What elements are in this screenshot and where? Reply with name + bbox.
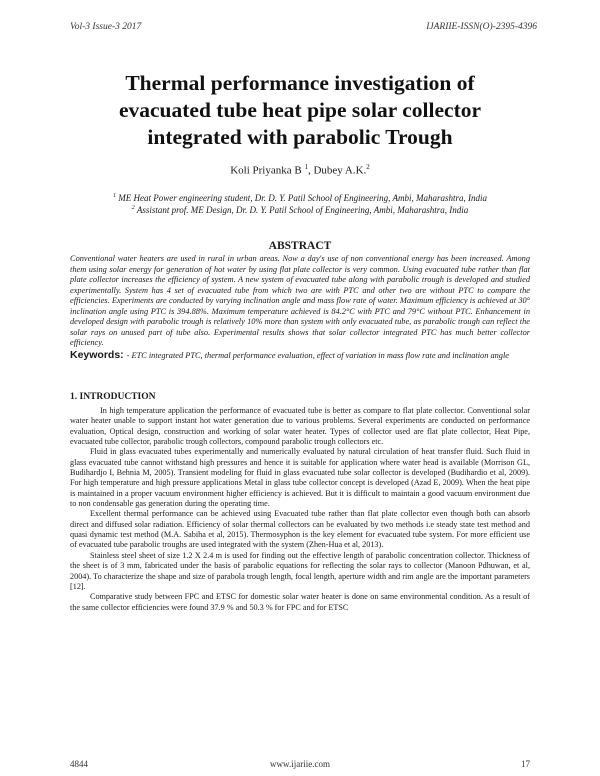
- body-paragraph: Stainless steel sheet of size 1.2 X 2.4 m is used for finding out the effective length of parabolic concentration collector. Thickness of the sheet is of 3 mm, fabricated under the basis of parabolic equations for reflecting the solar rays to collector (Manoon Pdhuwan, et al, 2004). To characterize the shape and size of parabola trough length, focal length, aperture width and rim angle are the important parameters [12].: [70, 550, 530, 591]
- journal-issn-header: IJARIIE-ISSN(O)-2395-4396: [426, 22, 537, 32]
- affiliation-text: ME Heat Power engineering student, Dr. D. Y. Patil School of Engineering, Ambi, Maharashtra, India: [116, 193, 487, 203]
- affiliation-marker: 2: [131, 205, 135, 211]
- affiliation-text: Assistant prof. ME Design, Dr. D. Y. Patil School of Engineering, Ambi, Maharashtra, India: [134, 205, 469, 215]
- body-paragraph: Fluid in glass evacuated tubes experimentally and numerically evaluated by natural circulation of heat transfer fluid. Such fluid in glass evacuated tube cannot withstand high pressures and hence it is suitable for application where water head is available (Morrison GL, Budihardjo I, Behnia M, 2005). Transient modeling for fluid in glass evacuated tube solar collector is developed (Budihardio et al, 2009). For high temperature and high pressure applications Metal in glass tube collector concept is developed (Azad E, 2009). When the heat pipe is maintained in a proper vacuum environment higher efficiency is achieved. But it is difficult to maintain a good vacuum environment due to non condensable gas generation during the operating time.: [70, 447, 530, 509]
- title-line: evacuated tube heat pipe solar collector: [118, 98, 482, 122]
- body-paragraph: In high temperature application the performance of evacuated tube is better as compare to flat plate collector. Conventional solar water heater unable to support instant hot water generation due to various problems. Several experiments are conducted on performance evaluation, Optical design, construction and working of solar water heater. Types of collector used are flat plate collector, Heat Pipe, evacuated tube collector, parabolic trough collectors, compound parabolic trough collectors etc.: [70, 406, 530, 447]
- section-heading: 1. INTRODUCTION: [70, 392, 156, 402]
- author-name: Dubey A.K.: [313, 164, 367, 177]
- author-list: [0, 163, 600, 177]
- journal-website-footer: www.ijariie.com: [270, 759, 330, 769]
- body-paragraph: Comparative study between FPC and ETSC for domestic solar water heater is done on same environmental condition. As a result of the same collector efficiencies were found 37.9 % and 50.3 % for FPC and for ETSC: [70, 592, 530, 612]
- author-separator: ,: [307, 164, 314, 177]
- keywords-block: [70, 350, 530, 361]
- abstract-heading: ABSTRACT: [268, 240, 332, 252]
- author-name: Koli Priyanka B: [230, 164, 302, 177]
- title-line: Thermal performance investigation of: [125, 71, 475, 95]
- keywords-text: - ETC integrated PTC, thermal performance evaluation, effect of variation in mass flow rate and inclination angle: [126, 351, 509, 360]
- page-number: 17: [521, 759, 530, 769]
- author-affil-marker: 1: [304, 163, 308, 171]
- author-affil-marker: 2: [366, 163, 370, 171]
- journal-volume-header: Vol-3 Issue-3 2017: [70, 22, 142, 32]
- affiliation-marker: 1: [113, 193, 116, 199]
- paper-id-footer: 4844: [70, 759, 88, 769]
- abstract-text: Conventional water heaters are used in rural in urban areas. Now a day's use of non conventional energy has been increased. Among them using solar energy for generation of hot water by using flat plate collector is very common. Using evacuated tube rather than flat plate collector increases the efficiency of system. A new system of evacuated tube along with parabolic trough is developed and studied experimentally. System has 4 set of evacuated tube from which two are with PTC and other two are without PTC to compare the efficiencies. Experiments are conducted by varying inclination angle and mass flow rate of water. Maximum efficiency is achieved at 30° inclination angle using PTC is 394.88%. Maximum temperature achieved is 84.2°C with PTC and 79°C without PTC. Enhancement in developed design with parabolic trough is relatively 10% more than system with only evacuated tube, as parabolic trough can reflect the solar rays on unused part of tube also. Experimental results shows that solar collector integrated PTC has much better collector efficiency.: [70, 254, 530, 347]
- section-body: [70, 406, 530, 613]
- affiliation: [40, 193, 560, 203]
- body-paragraph: Excellent thermal performance can be achieved using Evacuated tube rather than flat plate collector even though both can absorb direct and diffused solar radiation. Efficiency of solar thermal collectors can be evaluated by two methods i.e steady state test method and quasi dynamic test method (M.A. Sabiha et al, 2015). Thermosyphon is the key element for evacuated tube system. For more efficient use of evacuated tube parabolic troughs are used integrated with the system (Zhen-Hua et al, 2013).: [70, 509, 530, 550]
- title-line: integrated with parabolic Trough: [147, 125, 453, 149]
- affiliation: [40, 205, 560, 215]
- keywords-label: Keywords:: [70, 349, 127, 361]
- paper-title: [40, 70, 560, 151]
